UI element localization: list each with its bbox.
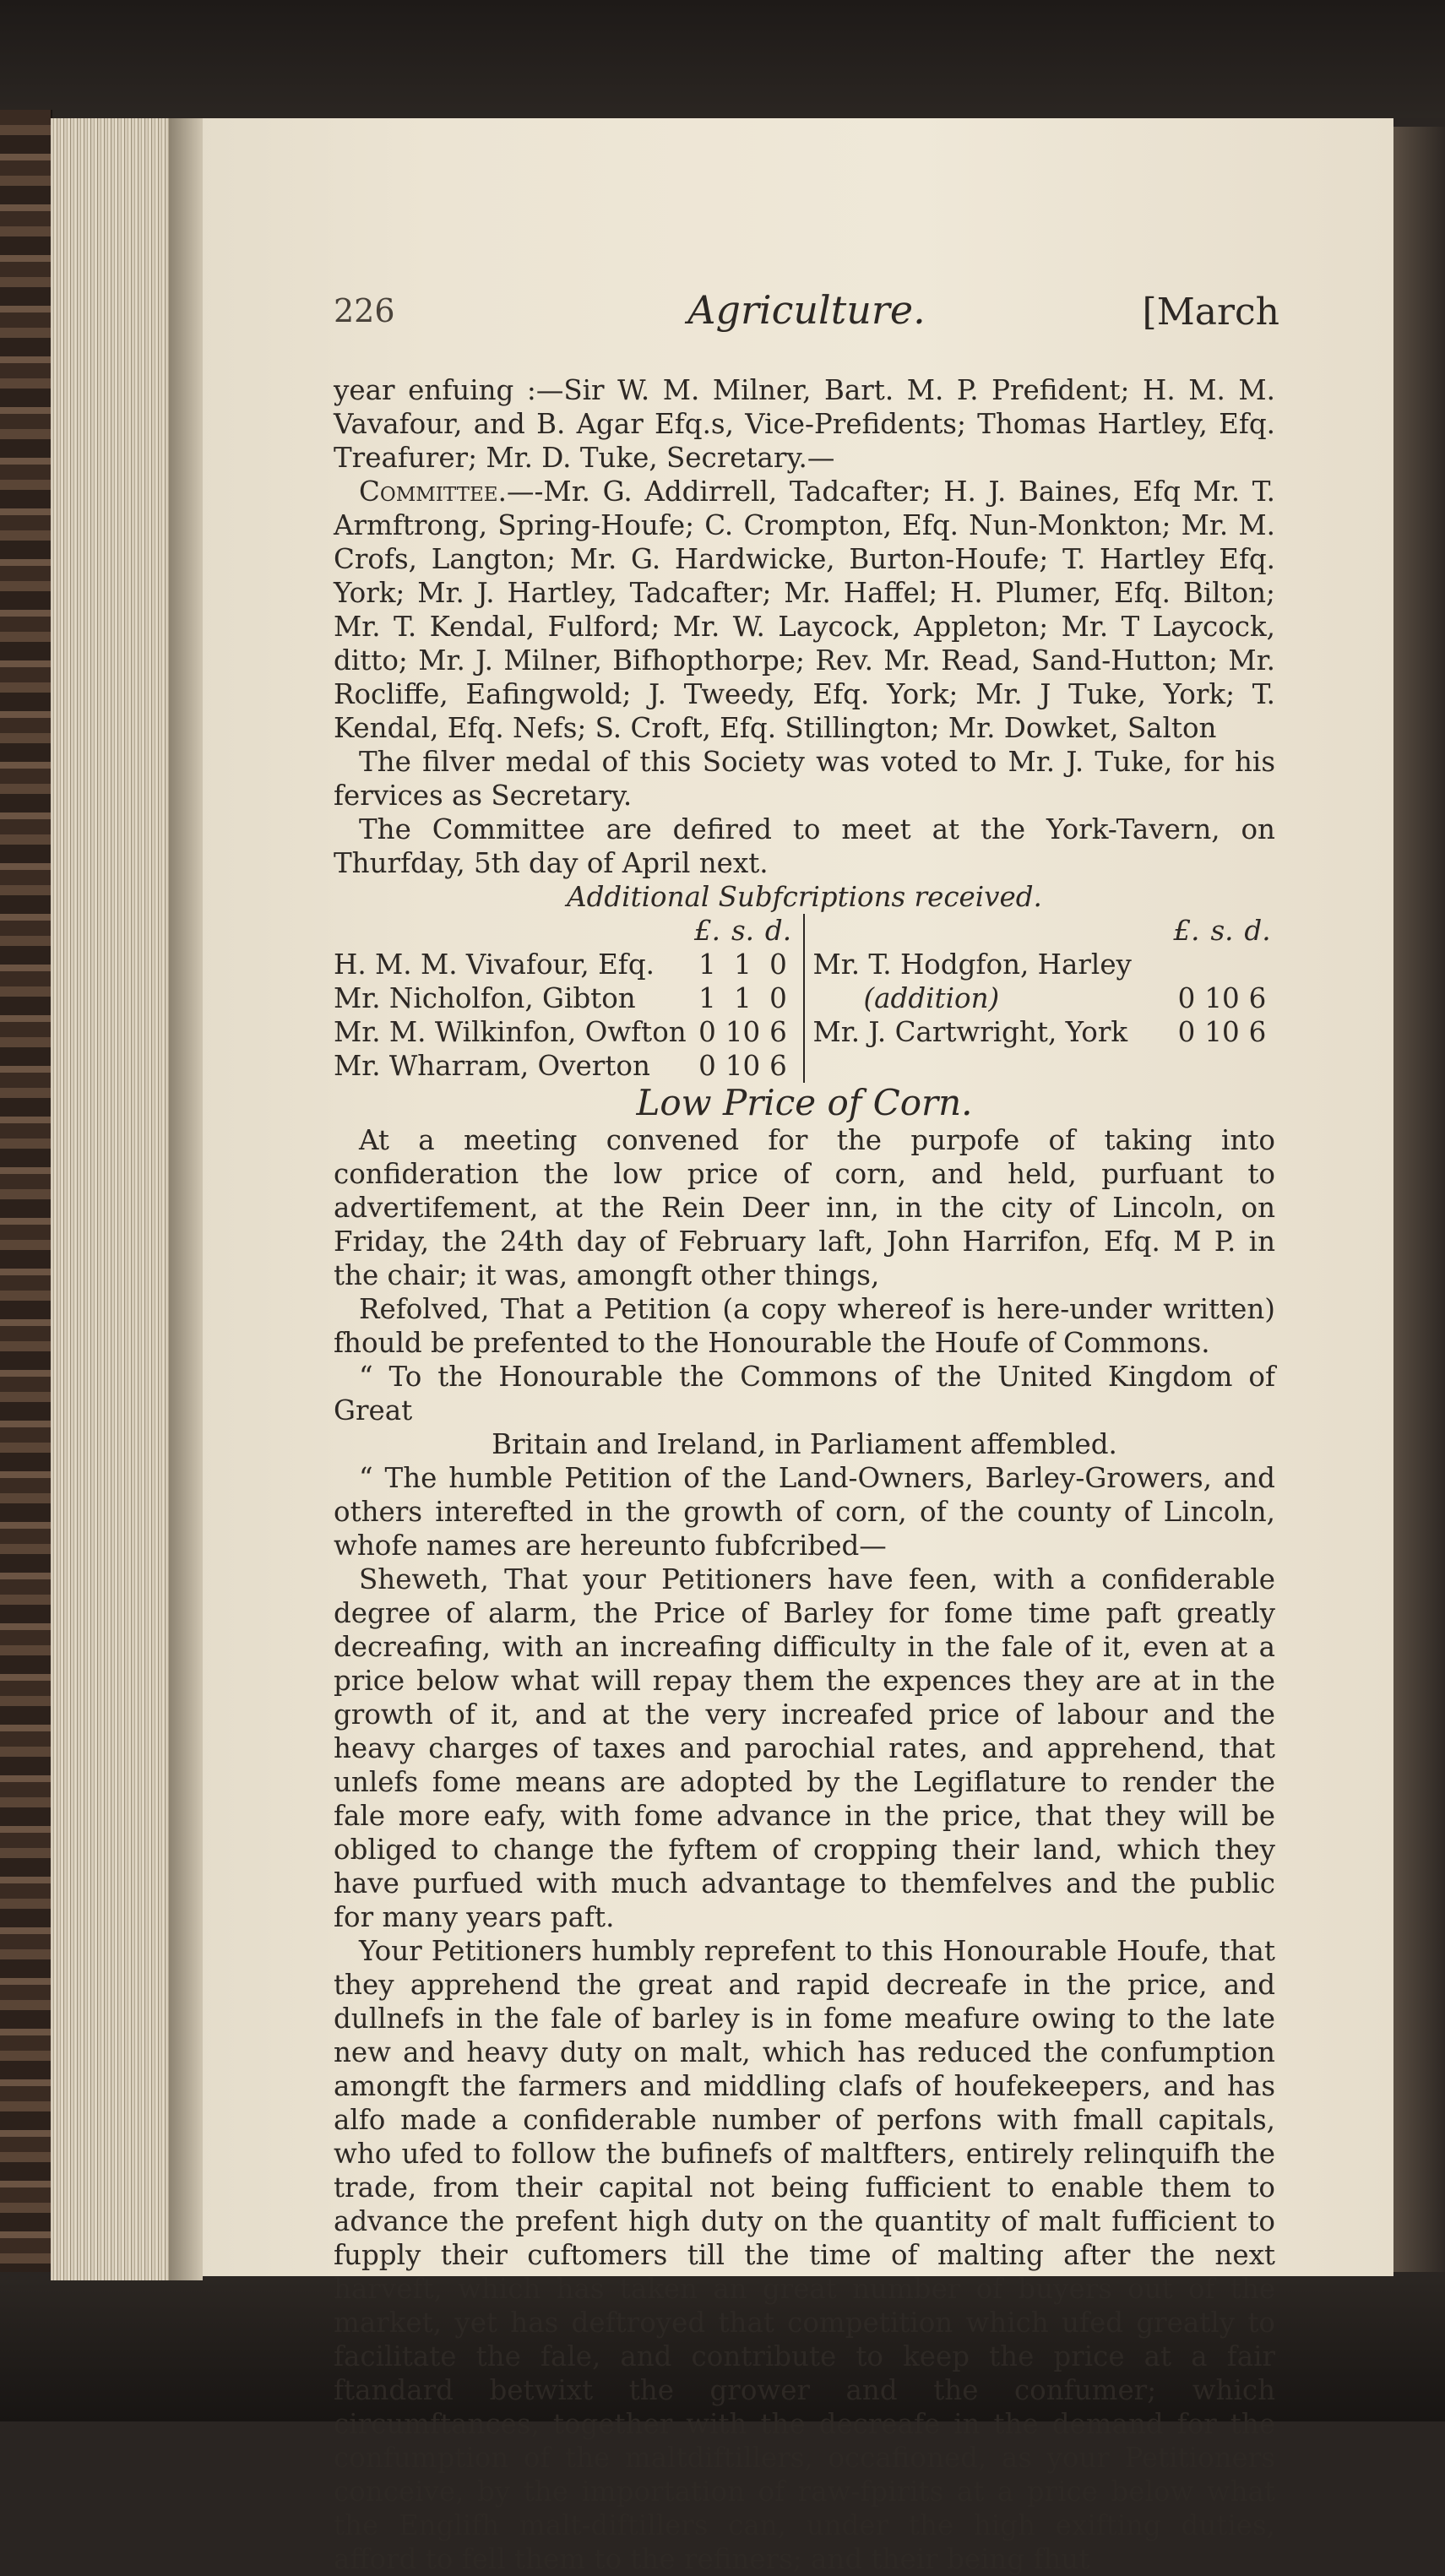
amount-pence: 6 [1248,1016,1267,1048]
subscription-row [334,948,796,981]
committee-paragraph [334,475,1275,745]
page-stack-edges [51,118,186,2280]
running-month: [March [1142,291,1279,334]
subscriber-note: (addition) [863,982,1000,1014]
petitioners-paragraph: Your Petitioners humbly reprefent to this Honourable Houfe, that they apprehend the great and rapid decreafe in the price, and dullnefs in the fale of barley is in fome meafure owing to the late new and heavy duty on malt, which has reduced the confumption amongft the farmers and middling clafs of houfekeepers, and has alfo made a confiderable number of perfons with fmall capitals, who ufed to follow the bufinefs of maltfters, entirely relinquifh the trade, from their capital not being fufficient to enable them to advance the prefent high duty on the quantity of malt fufficient to fupply their cuftomers till the time of malting after the next harveft, which has taken an great number of buyers out of the market, yet has deftroyed that competition which ufed greatly to facilitate the fale, and contribute to keep the price at a fair ftandard betwixt the grower and the confumer; which circumftances, together with the decreafe in the demand for the confumption of the maltdiftillers, occafioned, as your Petitioners conceive, by the importation of raw-fpirits at a price below what the Englifh malt-diftillers can, under the high exifting duties, afford to fell them to the refiners; and their being fhut [334,1935,1275,2575]
amount-pence: 6 [1248,982,1267,1014]
subscription-row [813,1015,1276,1049]
amount-pounds: 0 [698,1050,716,1082]
officers-paragraph: year enfuing :—Sir W. M. Milner, Bart. M. P. Prefident; H. M. M. Vavafour, and B. Agar Efq.s, Vice-Prefidents; Thomas Hartley, Efq. Treafurer; Mr. D. Tuke, Secretary.— [334,374,1275,474]
page-gutter [169,118,203,2280]
corn-section-heading: Low Price of Corn. [636,1082,973,1123]
subscription-row [813,948,1276,981]
running-title: Agriculture. [687,287,926,333]
currency-shillings: s. [1210,915,1234,947]
subscription-row [813,981,1276,1015]
subscriptions-right-column [805,914,1276,1083]
subscription-row [334,1049,796,1083]
subscriber-name: Mr. M. Wilkinfon, Owfton [334,1016,687,1048]
amount-pence [1240,948,1275,981]
currency-pounds: £. [693,915,720,947]
medal-paragraph: The filver medal of this Society was voted to Mr. J. Tuke, for his fervices as Secretary. [334,746,1275,812]
page-number: 226 [334,292,395,329]
currency-pence: d. [764,915,792,947]
petition-intro-paragraph: “ The humble Petition of the Land-Owners, Barley-Growers, and others interefted in the growth of corn, of the county of Lincoln, whofe names are hereunto fubfcribed— [334,1462,1275,1562]
subscriber-name: Mr. Wharram, Overton [334,1050,650,1082]
petition-address-line: “ To the Honourable the Commons of the United Kingdom of Great [334,1361,1275,1427]
subscription-row [334,981,796,1015]
running-header [334,287,1279,338]
amount-pence: 0 [769,948,787,981]
subscriptions-left-column [334,914,805,1083]
amount-shillings: 10 [1204,1016,1240,1048]
meeting-paragraph: The Committee are defired to meet at the York-Tavern, on Thurfday, 5th day of April next. [334,813,1275,879]
amount-shillings: 10 [725,1016,761,1048]
subscriber-name: Mr. J. Cartwright, York [812,1016,1128,1048]
petition-address-line-2: Britain and Ireland, in Parliament affembled. [492,1428,1117,1460]
amount-shillings: 10 [725,1050,761,1082]
currency-shillings: s. [731,915,754,947]
currency-pounds: £. [1173,915,1200,947]
amount-pounds [1169,948,1204,981]
subscription-row [334,1015,796,1049]
amount-shillings: 1 [734,948,752,981]
subscriptions-heading: Additional Subfcriptions received. [567,881,1042,913]
sheweth-paragraph: Sheweth, That your Petitioners have feen, with a confiderable degree of alarm, the Price of Barley for fome time paft greatly decreafing, with an increafing difficulty in the fale of it, even at a price below what will repay them the expences they are at in the growth of it, and at the very increafed price of labour and the heavy charges of taxes and parochial rates, and apprehend, that unlefs fome means are adopted by the Legiflature to render the fale more eafy, with fome advance in the price, that they will be obliged to change the fyftem of cropping their land, which they have purfued with much advantage to themfelves and the public for many years paft. [334,1563,1275,1933]
book-cover-edge [0,110,52,2272]
amount-pence: 6 [769,1016,787,1048]
amount-pence: 0 [769,982,787,1014]
amount-shillings: 10 [1204,982,1240,1014]
committee-label: Committee. [359,476,507,508]
subscriber-name: H. M. M. Vivafour, Efq. [334,948,655,981]
amount-shillings: 1 [734,982,752,1014]
right-background [1392,127,1445,2272]
background-top [0,0,1445,118]
currency-header-left [334,914,796,948]
currency-header-right [813,914,1276,948]
amount-pence: 6 [769,1050,787,1082]
amount-pounds: 1 [698,948,716,981]
amount-pounds: 1 [698,982,716,1014]
corn-meeting-paragraph: At a meeting convened for the purpofe of taking into confideration the low price of corn, and held, purfuant to advertifement, at the Rein Deer inn, in the city of Lincoln, on Friday, the 24th day of February laft, John Harrifon, Efq. M P. in the chair; it was, amongft other things, [334,1124,1275,1291]
resolution-paragraph: Refolved, That a Petition (a copy whereof is here-under written) fhould be prefented to the Honourable the Houfe of Commons. [334,1293,1275,1359]
amount-pounds: 0 [698,1016,716,1048]
amount-pounds: 0 [1177,982,1196,1014]
committee-text: —-Mr. G. Addirrell, Tadcafter; H. J. Baines, Efq Mr. T. Armftrong, Spring-Houfe; C. Crompton, Efq. Nun-Monkton; Mr. M. Crofs, Langton; Mr. G. Hardwicke, Burton-Houfe; T. Hartley Efq. York; Mr. J. Hartley, Tadcafter; Mr. Haffel; H. Plumer, Efq. Bilton; Mr. T. Kendal, Fulford; Mr. W. Laycock, Appleton; Mr. T Laycock, ditto; Mr. J. Milner, Bifhopthorpe; Rev. Mr. Read, Sand-Hutton; Mr. Rocliffe, Eafingwold; J. Tweedy, Efq. York; Mr. J Tuke, York; T. Kendal, Efq. Nefs; S. Croft, Efq. Stillington; Mr. Dowket, Salton [334,476,1275,744]
subscriber-name: Mr. T. Hodgfon, Harley [812,948,1132,981]
page-body [334,373,1275,2576]
subscriber-name: Mr. Nicholfon, Gibton [334,982,636,1014]
subscriptions-table [334,914,1275,1083]
amount-shillings [1204,948,1240,981]
amount-pounds: 0 [1177,1016,1196,1048]
currency-pence: d. [1244,915,1271,947]
